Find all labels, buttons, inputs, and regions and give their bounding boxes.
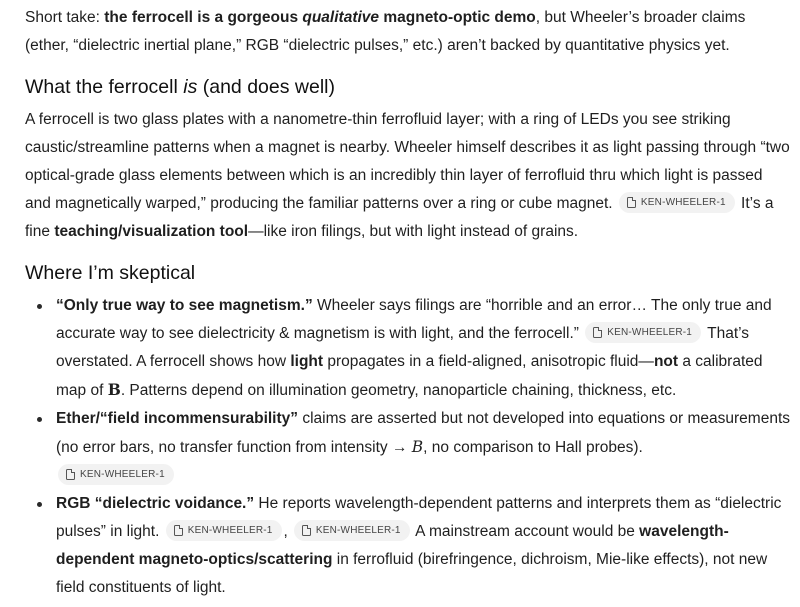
item-bold-light: light — [290, 353, 324, 370]
list-item — [56, 292, 790, 405]
item-text-b: That’s overstated. A ferrocell shows how — [56, 325, 750, 370]
item-bold-optics: wavelength-dependent magneto-optics/scattering — [56, 523, 729, 568]
item-text-c: propagates in a field-aligned, anisotropic fluid— — [323, 353, 654, 370]
document-icon — [174, 525, 183, 536]
citation-chip[interactable] — [294, 520, 410, 541]
ferrocell-after-b: —like iron filings, but with light instead of grains. — [248, 223, 579, 240]
heading-text-b: (and does well) — [197, 76, 335, 98]
item-text-d: a calibrated map of — [56, 353, 763, 399]
heading-text-italic: is — [183, 76, 198, 98]
document-icon — [302, 525, 311, 536]
list-item — [56, 405, 790, 490]
section-heading-ferrocell — [25, 74, 790, 100]
document-icon — [66, 469, 75, 480]
intro-rest: , but Wheeler’s broader claims (ether, “dielectric inertial plane,” RGB “dielectric pulses,” etc.) aren’t backed by quantitative physics yet. — [25, 9, 746, 54]
citation-label: KEN-WHEELER-1 — [80, 468, 165, 480]
ferrocell-paragraph — [25, 106, 790, 246]
item-bold-not: not — [653, 353, 679, 370]
citation-label: KEN-WHEELER-1 — [640, 196, 726, 208]
math-b-bold: B — [107, 380, 121, 399]
citation-label: KEN-WHEELER-1 — [607, 326, 693, 338]
item-text-a: claims are asserted but not developed into equations or measurements (no error bars, no transfer function from intensity → — [56, 410, 791, 456]
citation-chip[interactable] — [585, 322, 701, 343]
intro-bold-b: magneto-optic demo — [379, 9, 536, 26]
item-text-e: . Patterns depend on illumination geometry, nanoparticle chaining, thickness, etc. — [120, 382, 677, 399]
heading-text-a: What the ferrocell — [25, 76, 184, 98]
item-title: Ether/“field incommensurability” — [56, 410, 299, 427]
document-icon — [627, 197, 636, 208]
intro-bold-a: the ferrocell is a gorgeous — [104, 9, 303, 26]
document-icon — [593, 327, 602, 338]
section-heading-skeptical: Where I’m skeptical — [25, 262, 196, 284]
citation-label: KEN-WHEELER-1 — [315, 524, 401, 536]
intro-lead: Short take: — [25, 9, 105, 26]
item-text-b: A mainstream account would be — [411, 523, 640, 540]
citation-chip[interactable] — [166, 520, 282, 541]
intro-bold-italic: qualitative — [302, 9, 380, 26]
skeptical-list — [25, 292, 790, 602]
item-title: RGB “dielectric voidance.” — [56, 495, 255, 512]
item-text-a: He reports wavelength-dependent patterns and interprets them as “dielectric pulses” in light. — [56, 495, 782, 540]
intro-paragraph — [25, 4, 790, 60]
item-text-b: , no comparison to Hall probes). — [423, 439, 643, 456]
ferrocell-after-a: It’s a fine — [25, 195, 774, 240]
item-title: “Only true way to see magnetism.” — [56, 297, 313, 314]
ferrocell-body: A ferrocell is two glass plates with a nanometre-thin ferrofluid layer; with a ring of LEDs you see striking caustic/streamline patterns when a magnet is nearby. Wheeler himself describes it as light passing through “two optical-grade glass elements between which is an incredibly thin layer of ferrofluid thru which light is passed and magnetically warped,” producing the familiar patterns over a ring or cube magnet. — [25, 111, 790, 212]
math-b: B — [411, 438, 424, 456]
item-text-a: Wheeler says filings are “horrible and an error… The only true and accurate way to see dielectricity & magnetism is with light, and the ferrocell.” — [56, 297, 772, 342]
list-item — [56, 490, 790, 602]
citation-separator: , — [283, 523, 288, 540]
citation-label: KEN-WHEELER-1 — [187, 524, 273, 536]
ferrocell-after-bold: teaching/visualization tool — [54, 223, 249, 240]
item-text-c: in ferrofluid (birefringence, dichroism, Mie-like effects), not new field constituents of light. — [56, 551, 768, 596]
citation-chip[interactable] — [619, 192, 735, 213]
citation-chip[interactable] — [58, 464, 174, 485]
